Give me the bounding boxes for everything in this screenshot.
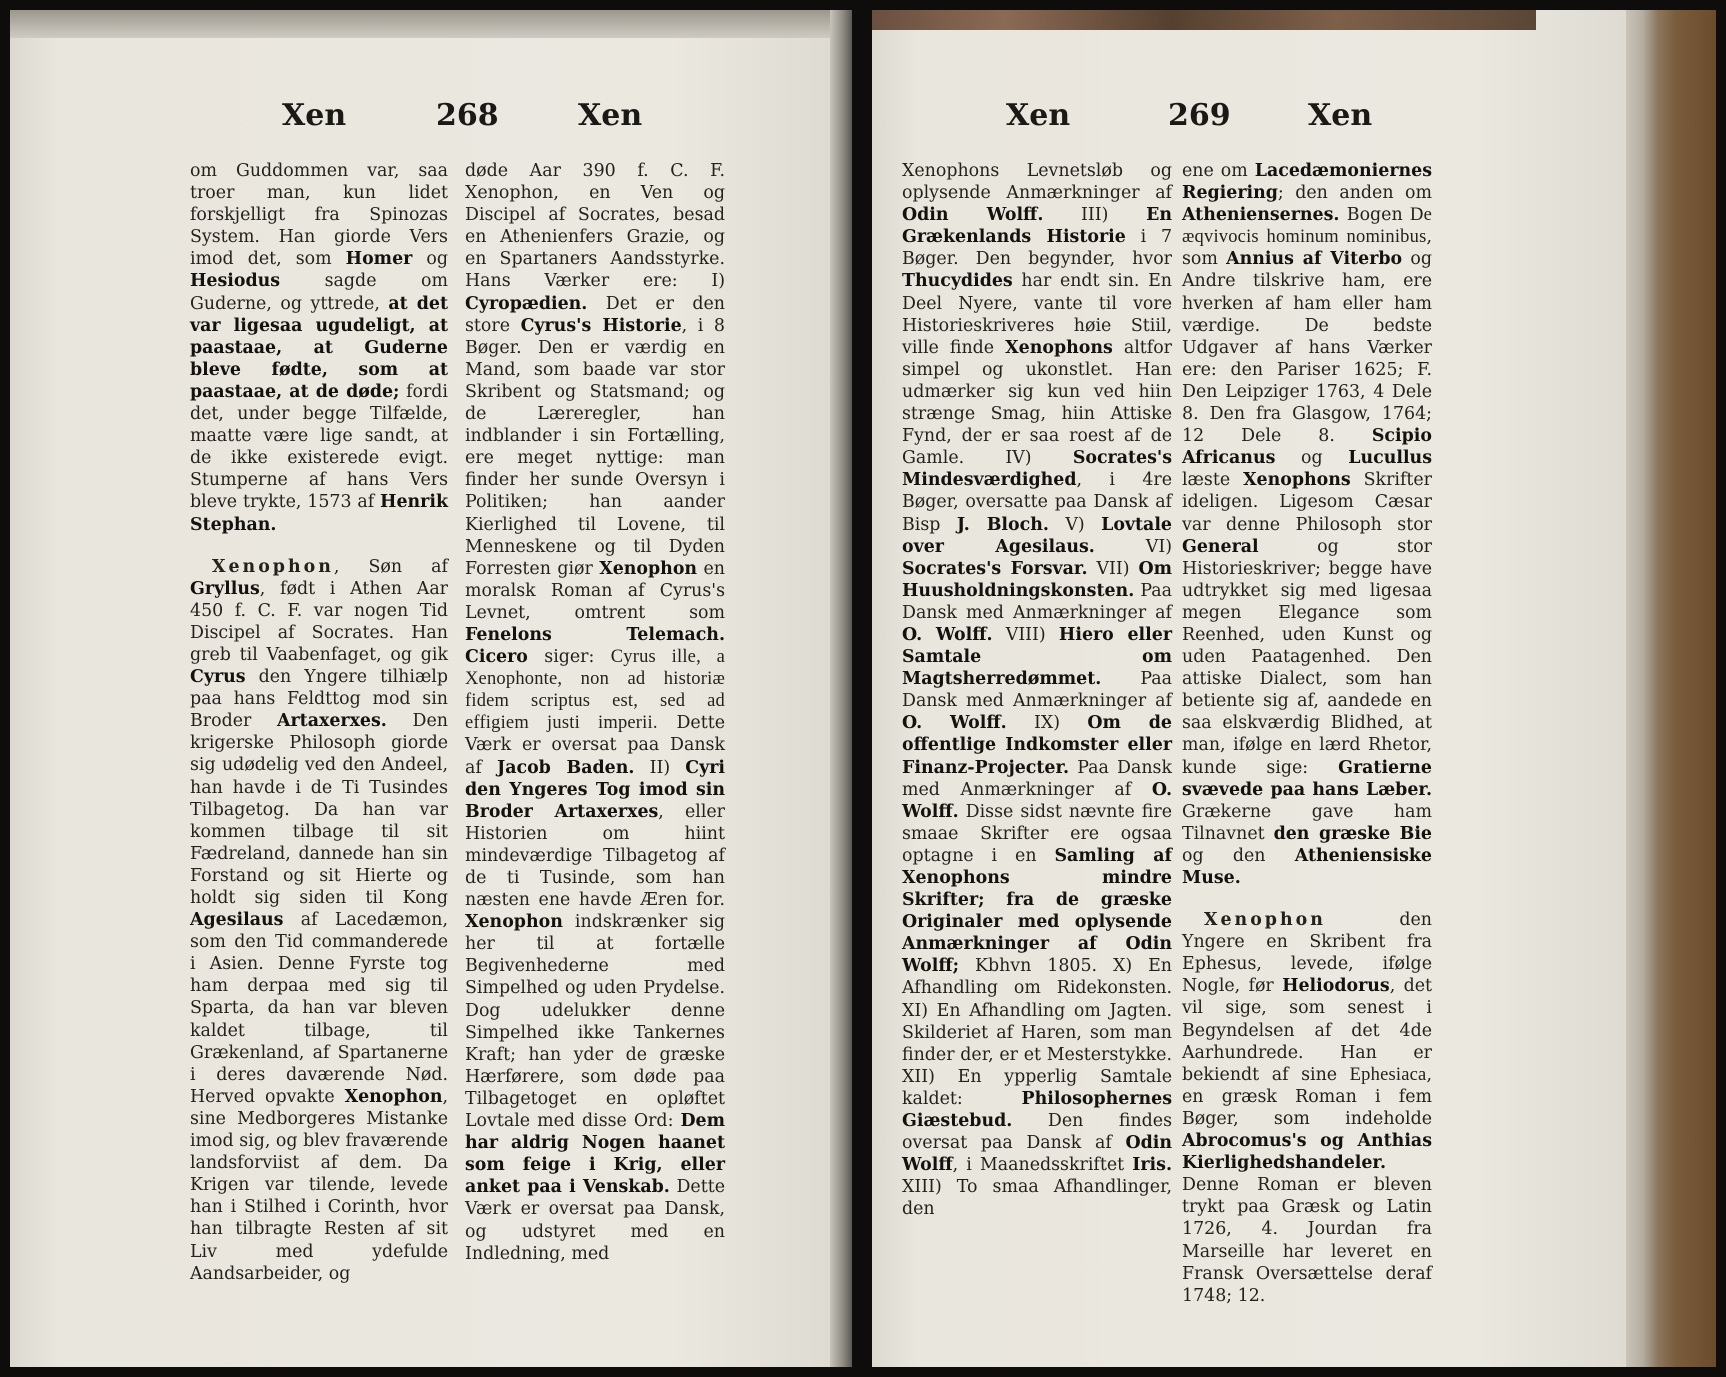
body-text: sagde om Guderne, og yttrede,	[190, 271, 448, 314]
running-head	[872, 98, 1622, 142]
body-text: , i 4re Bøger, oversatte paa Dansk af Bisp	[902, 470, 1172, 535]
emphasis-text: Agesilaus	[190, 910, 284, 931]
emphasis-text: Scipio Africanus	[1182, 426, 1432, 469]
text-column-left	[190, 160, 448, 1285]
body-text: døde Aar 390 f. C. F. Xenophon, en Ven og Discipel af Socrates, besad en Athenienfers Grazie, og en Spartaners Aandsstyrke. Hans Værker ere: I)	[465, 161, 725, 292]
page-268	[10, 10, 832, 1367]
emphasis-text: Cyropædien.	[465, 293, 588, 314]
emphasis-text: Abrocomus's og Anthias Kierlighedshandeler.	[1182, 1131, 1432, 1174]
emphasis-text: Cyrus's Historie	[520, 315, 682, 336]
body-text: og	[1275, 448, 1349, 469]
entry-paragraph	[1182, 909, 1432, 1307]
running-head	[10, 98, 830, 142]
body-text: V)	[1048, 514, 1102, 535]
book-gutter	[830, 10, 852, 1367]
emphasis-text: Lacedæmoniernes Regiering	[1182, 161, 1432, 204]
body-text: , Søn af	[333, 556, 448, 577]
body-text: ene om	[1182, 161, 1255, 181]
head-left-word: Xen	[1006, 98, 1071, 133]
body-text: III)	[1043, 205, 1147, 226]
page-number: 268	[436, 98, 499, 133]
body-text: Paa Dansk med Anmærkninger af	[902, 669, 1172, 712]
latin-text: Ephesiaca	[1349, 1064, 1427, 1085]
body-text: den Yngere en Skribent fra Ephesus, levede, ifølge Nogle, før	[1182, 910, 1432, 997]
emphasis-text: Xenophons	[1243, 470, 1351, 491]
body-text: Den findes oversat paa Dansk af	[902, 1111, 1172, 1154]
body-text: og den	[1182, 845, 1295, 866]
emphasis-text: Xenophons	[1005, 337, 1113, 358]
emphasis-text: Xenophon	[212, 556, 334, 577]
page-269	[872, 10, 1626, 1367]
emphasis-text: Artaxerxes.	[277, 711, 387, 732]
emphasis-text: Dem har aldrig Nogen haanet som feige i Krig, eller anket paa i Venskab.	[465, 1111, 725, 1198]
text-column-right	[1182, 160, 1432, 1307]
entry-paragraph	[190, 556, 448, 1285]
emphasis-text: Socrates's Forsvar.	[902, 558, 1088, 579]
emphasis-text: den græske Bie	[1273, 823, 1432, 844]
emphasis-text: Odin Wolff.	[902, 205, 1044, 226]
body-text: II)	[634, 757, 686, 778]
emphasis-text: General	[1182, 536, 1259, 557]
emphasis-text: Philosophernes Giæstebud.	[902, 1088, 1172, 1132]
body-text: siger:	[527, 647, 611, 668]
text-column-left	[902, 160, 1172, 1221]
body-text: og	[412, 249, 448, 270]
page-number: 269	[1168, 98, 1231, 133]
emphasis-text: Om Huusholdningskonsten.	[902, 558, 1172, 601]
book-binding	[1626, 10, 1716, 1367]
body-text: Paa Dansk med Anmærkninger af	[902, 757, 1172, 800]
body-text: altfor simpel og ukonstlet. Han udmærker sig kun ved hiin strænge Smag, hiin Attiske Fynd, der er saa roest af de Gamle. IV)	[902, 337, 1172, 469]
left-page-photo	[10, 10, 852, 1367]
body-text: Xenophons Levnetsløb og oplysende Anmærkninger af	[902, 161, 1172, 204]
body-text: Skrifter ideligen. Ligesom Cæsar var denne Philosoph stor	[1182, 470, 1432, 535]
emphasis-text: Odin Wolff	[902, 1133, 1172, 1176]
emphasis-text: J. Bloch.	[956, 514, 1049, 535]
body-text: VIII)	[992, 624, 1059, 645]
body-text: om Guddommen var, saa troer man, kun lidet forskjelligt fra Spinozas System. Han giorde Vers imod det, som	[190, 161, 448, 270]
body-text: IX)	[1006, 713, 1088, 734]
body-text: Disse sidst nævnte fire smaae Skrifter ere ogsaa optagne i en	[902, 801, 1172, 866]
body-text: ; den anden om	[1277, 183, 1432, 204]
body-text: Denne Roman er bleven trykt paa Græsk og Latin 1726, 4. Jourdan fra Marseille har leveret en Fransk Oversættelse deraf 1748; 12.	[1182, 1175, 1432, 1306]
continued-paragraph	[1182, 160, 1432, 889]
head-right-word: Xen	[578, 98, 643, 133]
body-text: Det er den store	[465, 293, 725, 336]
text-column-right	[465, 160, 725, 1265]
body-text: Kbhvn 1805. X) En Afhandling om Ridekonsten. XI) En Afhandling om Jagten. Skilderiet af Haren, som man finder der, er et Mesterstykke. XII) En ypperlig Samtale kaldet:	[902, 956, 1172, 1109]
emphasis-text: Hesiodus	[190, 271, 281, 292]
head-right-word: Xen	[1308, 98, 1373, 133]
emphasis-text: Socrates's Mindesværdighed	[902, 448, 1172, 491]
right-page-photo	[872, 10, 1716, 1367]
body-text: Den krigerske Philosoph giorde sig udødelig ved den Andeel, han havde i de Ti Tusindes Tilbagetog. Da han var kommen tilbage til sit Fædreland, dannede han sin Forstand og sit Hierte og holdt sig siden til Kong	[190, 711, 448, 908]
continued-paragraph	[902, 160, 1172, 1221]
emphasis-text: Gryllus	[190, 578, 260, 599]
body-text: Grækerne gave ham Tilnavnet	[1182, 801, 1432, 844]
body-text: Dette Værk er oversat paa Dansk af	[465, 713, 725, 778]
body-text: læste	[1182, 470, 1244, 491]
body-text: den Yngere tilhiælp paa hans Feldttog mod sin Broder	[190, 667, 448, 732]
body-text: i 7 Bøger. Den begynder, hvor	[902, 227, 1173, 270]
body-text: Dette Værk er oversat paa Dansk, og udstyret med en Indledning, med	[465, 1177, 725, 1264]
emphasis-text: Gratierne svævede paa hans Læber.	[1182, 757, 1432, 800]
body-text: , i Maanedsskriftet	[952, 1155, 1133, 1176]
emphasis-text: O. Wolff.	[902, 624, 993, 645]
marbled-edge	[872, 10, 1536, 30]
latin-text: Cyrus ille, a Xenophonte, non ad historiæ fidem scriptus est, sed ad effigiem justi imperii.	[465, 647, 725, 734]
emphasis-text: Om de offentlige Indkomster eller Finanz-Projecter.	[902, 713, 1172, 778]
continued-paragraph	[190, 160, 448, 536]
latin-text: De æqvivocis hominum nominibus	[1182, 205, 1432, 248]
emphasis-text: Xenophon	[599, 558, 698, 579]
body-text: fordi det, under begge Tilfælde, maatte være lige sandt, at de ikke existerede evigt. Stumperne af hans Vers bleve trykte, 1573 af	[190, 381, 448, 513]
continued-paragraph	[465, 160, 725, 1265]
emphasis-text: Lucullus	[1348, 448, 1432, 469]
body-text: VI)	[1094, 536, 1172, 557]
head-left-word: Xen	[282, 98, 347, 133]
emphasis-text: Homer	[345, 249, 413, 270]
emphasis-text: Atheniensernes.	[1182, 205, 1340, 226]
body-text: , født i Athen Aar 450 f. C. F. var nogen Tid Discipel af Socrates. Han greb til Vaabenfaget, og gik	[190, 578, 448, 665]
body-text: , sine Medborgeres Mistanke imod sig, og blev fraværende landsforviist af dem. Da Krigen var tilende, levede han i Stilhed i Corinth, hvor han tilbragte Resten af sit Liv med ydefulde Aandsarbeider, og	[190, 1086, 448, 1284]
body-text: og stor Historieskriver; begge have udtrykket sig med ligesaa megen Elegance som Reenhed, uden Kunst og uden Paatagenhed. Den attiske Dialect, som han betiente sig af, aandede en saa elskværdig Blidhed, at man, ifølge en lærd Rhetor, kunde sige:	[1182, 536, 1432, 778]
body-text: , i 8 Bøger. Den er værdig en Mand, som baade var stor Skribent og Statsmand; og de Læreregler, han indblander i sin Fortælling, ere meget nyttige: man finder her sunde Oversyn i Politiken; han aander Kierlighed til Lovene, til Menneskene og til Dyden Forresten giør	[465, 315, 725, 579]
emphasis-text: Iris.	[1132, 1155, 1172, 1176]
emphasis-text: Henrik Stephan.	[190, 492, 448, 535]
emphasis-text: Hiero eller Samtale om Magtsherredømmet.	[902, 624, 1172, 690]
body-text: , en græsk Roman i fem Bøger, som indeholde	[1182, 1064, 1432, 1129]
emphasis-text: Heliodorus	[1282, 976, 1390, 997]
emphasis-text: O. Wolff.	[902, 779, 1172, 822]
emphasis-text: O. Wolff.	[902, 713, 1007, 734]
body-text: , som	[1182, 227, 1432, 270]
body-text: XIII) To smaa Afhandlinger, den	[902, 1177, 1172, 1220]
body-text: af Lacedæmon, som den Tid commanderede i Asien. Denne Fyrste tog ham derpaa med sig til Sparta, da han var bleven kaldet tilbage, til Grækenland, af Spartanerne i deres daværende Nød. Herved opvakte	[190, 910, 448, 1107]
emphasis-text: Fenelons Telemach. Cicero	[465, 624, 725, 668]
emphasis-text: at det var ligesaa ugudeligt, at paastaae, at Guderne bleve fødte, som at paastaae, at de døde;	[190, 293, 448, 402]
body-text: en moralsk Roman af Cyrus's Levnet, omtrent som	[465, 558, 725, 623]
page-edges	[10, 10, 832, 38]
emphasis-text: Lovtale over Agesilaus.	[902, 514, 1172, 557]
body-text: indskrænker sig her til at fortælle Begivenhederne med Simpelhed og uden Prydelse. Dog udelukker denne Simpelhed ikke Tankernes Kraft; han yder de græske Hærførere, som døde paa Tilbagetoget en opløftet Lovtale med disse Ord:	[465, 912, 725, 1132]
emphasis-text: Cyrus	[190, 667, 246, 688]
emphasis-text: Thucydides	[902, 271, 1013, 292]
emphasis-text: Annius af Viterbo	[1226, 249, 1403, 270]
emphasis-text: Xenophon	[465, 912, 563, 933]
emphasis-text: Samling af Xenophons mindre Skrifter; fra de græske Originaler med oplysende Anmærkninger af Odin Wolff;	[902, 845, 1172, 977]
body-text: , det vil sige, som senest i Begyndelsen af det 4de Aarhundrede. Han er bekiendt af sine	[1182, 976, 1432, 1085]
emphasis-text: En Grækenlands Historie	[902, 205, 1172, 248]
emphasis-text: Jacob Baden.	[496, 757, 635, 778]
body-text: , eller Historien om hiint mindeværdige Tilbagetog af de ti Tusinde, som han næsten ene havde Æren for.	[465, 801, 725, 911]
body-text: Bogen	[1339, 205, 1411, 226]
emphasis-text: Atheniensiske Muse.	[1182, 845, 1432, 888]
body-text: VII)	[1087, 558, 1139, 579]
emphasis-text: Cyri den Yngeres Tog imod sin Broder Artaxerxes	[465, 757, 725, 822]
emphasis-text: Xenophon	[1204, 910, 1326, 931]
body-text: Paa Dansk med Anmærkninger af	[902, 580, 1172, 623]
body-text: og Andre tilskrive ham, ere hverken af ham eller ham værdige. De bedste Udgaver af hans Værker ere: den Pariser 1625; F. Den Leipziger 1763, 4 Dele 8. Den fra Glasgow, 1764; 12 Dele 8.	[1182, 249, 1432, 447]
body-text: har endt sin. En Deel Nyere, vante til vore Historieskriveres høie Stiil, ville finde	[902, 271, 1172, 358]
emphasis-text: Xenophon	[344, 1086, 443, 1107]
